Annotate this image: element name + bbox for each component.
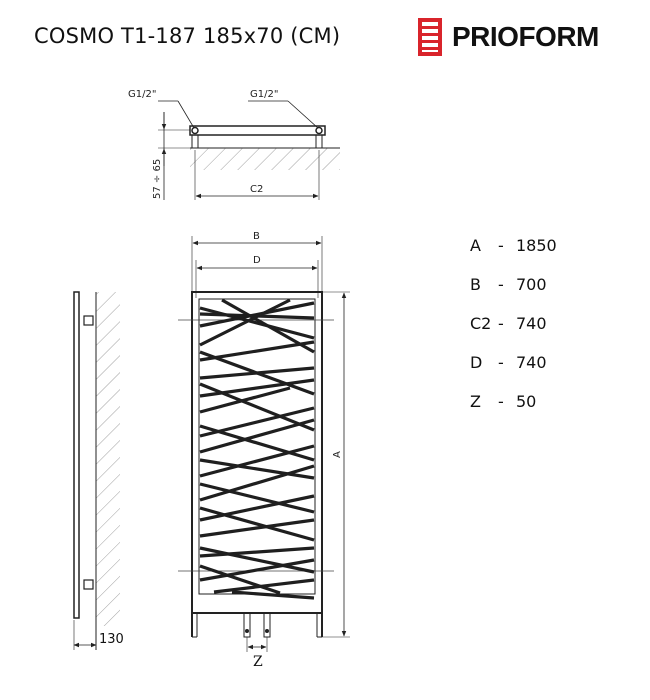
top-right-valve bbox=[316, 128, 322, 134]
product-title: COSMO T1-187 185x70 (CM) bbox=[34, 24, 341, 48]
brand-name: PRIOFORM bbox=[452, 21, 599, 52]
side-top-bracket bbox=[84, 316, 93, 325]
wall-gap-label: 57 ÷ 65 bbox=[152, 158, 163, 199]
spec-row-b: B - 700 bbox=[470, 275, 547, 294]
side-wall-hatch bbox=[96, 292, 120, 626]
top-right-pipe bbox=[316, 135, 322, 148]
front-view bbox=[178, 231, 350, 670]
top-wall-hatch bbox=[190, 148, 340, 170]
spec-list bbox=[470, 236, 557, 431]
right-thread-label: G1/2" bbox=[250, 89, 279, 100]
side-radiator-profile bbox=[74, 292, 79, 618]
depth-label: 130 bbox=[99, 632, 124, 647]
bottom-left-pipe bbox=[244, 613, 250, 637]
crisscross-bars bbox=[200, 300, 314, 598]
side-bottom-bracket bbox=[84, 580, 93, 589]
b-label: B bbox=[253, 231, 260, 242]
bottom-right-pipe bbox=[264, 613, 270, 637]
z-label: Z bbox=[253, 654, 263, 670]
bottom-left-valve bbox=[245, 629, 249, 633]
d-label: D bbox=[253, 255, 261, 266]
spec-row-a: A - 1850 bbox=[470, 236, 557, 255]
left-thread-label: G1/2" bbox=[128, 89, 157, 100]
spec-row-d: D - 740 bbox=[470, 353, 547, 372]
top-left-pipe bbox=[192, 135, 198, 148]
bottom-right-valve bbox=[265, 629, 269, 633]
top-radiator-bar bbox=[190, 126, 325, 135]
c2-label: C2 bbox=[250, 184, 264, 195]
spec-row-c2: C2 - 740 bbox=[470, 314, 547, 333]
a-label: A bbox=[332, 451, 343, 458]
side-view bbox=[74, 292, 124, 650]
top-view bbox=[128, 89, 340, 200]
spec-row-z: Z - 50 bbox=[470, 392, 537, 411]
top-left-valve bbox=[192, 128, 198, 134]
